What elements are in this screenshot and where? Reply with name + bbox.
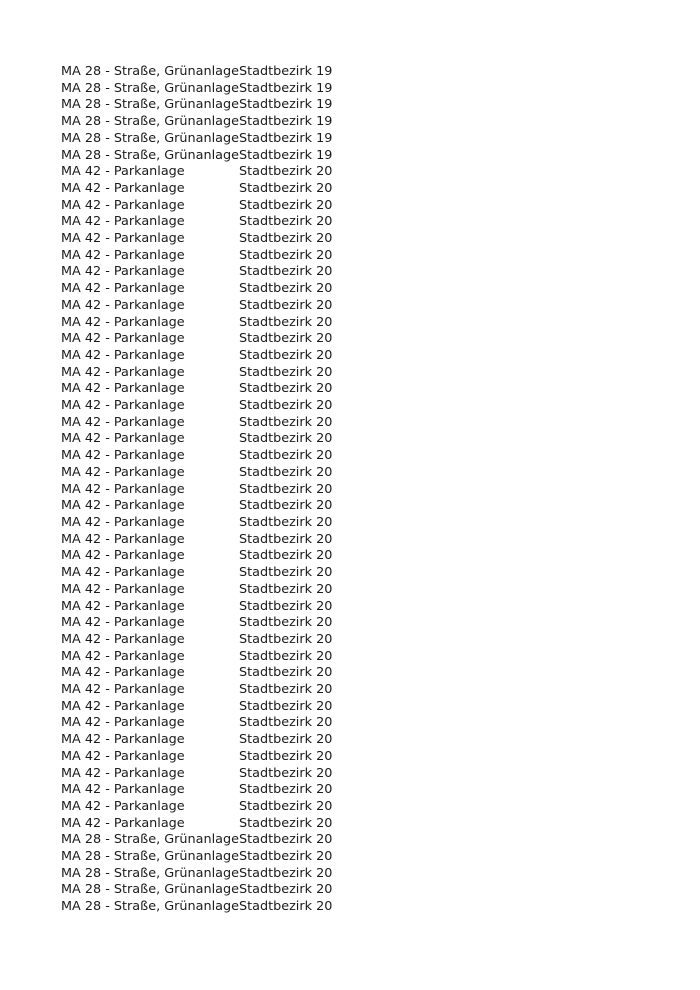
district-cell: Stadtbezirk 20: [238, 448, 333, 464]
table-row: [61, 832, 349, 849]
district-cell: Stadtbezirk 20: [238, 882, 333, 898]
department-cell: MA 42 - Parkanlage: [61, 381, 185, 397]
department-cell: MA 42 - Parkanlage: [61, 782, 185, 798]
table-row: [61, 866, 349, 883]
district-cell: Stadtbezirk 20: [238, 498, 333, 514]
table-row: [61, 398, 349, 415]
department-cell: MA 28 - Straße, Grünanlage: [61, 80, 239, 96]
table-row: [61, 899, 349, 916]
district-cell: Stadtbezirk 20: [238, 581, 333, 597]
table-row: [61, 281, 349, 298]
district-cell: Stadtbezirk 20: [238, 398, 333, 414]
department-cell: MA 42 - Parkanlage: [61, 464, 185, 480]
department-cell: MA 42 - Parkanlage: [61, 164, 185, 180]
district-cell: Stadtbezirk 19: [238, 147, 333, 163]
table-row: [61, 164, 349, 181]
table-row: [61, 498, 349, 515]
department-cell: MA 28 - Straße, Grünanlage: [61, 130, 239, 146]
department-cell: MA 28 - Straße, Grünanlage: [61, 849, 239, 865]
district-cell: Stadtbezirk 20: [238, 598, 333, 614]
district-cell: Stadtbezirk 20: [238, 331, 333, 347]
table-row: [61, 599, 349, 616]
department-cell: MA 42 - Parkanlage: [61, 665, 185, 681]
table-row: [61, 331, 349, 348]
department-cell: MA 42 - Parkanlage: [61, 314, 185, 330]
district-cell: Stadtbezirk 20: [238, 698, 333, 714]
department-cell: MA 42 - Parkanlage: [61, 682, 185, 698]
district-cell: Stadtbezirk 20: [238, 798, 333, 814]
district-cell: Stadtbezirk 20: [238, 431, 333, 447]
table-row: [61, 766, 349, 783]
table-row: [61, 415, 349, 432]
district-cell: Stadtbezirk 19: [238, 64, 333, 79]
department-cell: MA 28 - Straße, Grünanlage: [61, 147, 239, 163]
table-row: [61, 749, 349, 766]
department-cell: MA 42 - Parkanlage: [61, 732, 185, 748]
district-cell: Stadtbezirk 19: [238, 130, 333, 146]
district-cell: Stadtbezirk 20: [238, 297, 333, 313]
table-row: [61, 715, 349, 732]
table-row: [61, 348, 349, 365]
department-cell: MA 28 - Straße, Grünanlage: [61, 64, 239, 79]
district-cell: Stadtbezirk 20: [238, 732, 333, 748]
department-cell: MA 28 - Straße, Grünanlage: [61, 882, 239, 898]
district-cell: Stadtbezirk 20: [238, 164, 333, 180]
district-cell: Stadtbezirk 20: [238, 615, 333, 631]
department-cell: MA 42 - Parkanlage: [61, 565, 185, 581]
district-cell: Stadtbezirk 20: [238, 815, 333, 831]
department-cell: MA 42 - Parkanlage: [61, 331, 185, 347]
district-cell: Stadtbezirk 20: [238, 748, 333, 764]
department-cell: MA 42 - Parkanlage: [61, 231, 185, 247]
department-cell: MA 42 - Parkanlage: [61, 414, 185, 430]
district-cell: Stadtbezirk 20: [238, 314, 333, 330]
district-cell: Stadtbezirk 20: [238, 531, 333, 547]
department-cell: MA 42 - Parkanlage: [61, 448, 185, 464]
data-table: [61, 64, 349, 916]
table-row: [61, 649, 349, 666]
table-row: [61, 148, 349, 165]
table-body: [61, 64, 349, 916]
table-row: [61, 315, 349, 332]
table-row: [61, 248, 349, 265]
table-row: [61, 532, 349, 549]
table-row: [61, 214, 349, 231]
department-cell: MA 42 - Parkanlage: [61, 481, 185, 497]
table-row: [61, 782, 349, 799]
department-cell: MA 42 - Parkanlage: [61, 364, 185, 380]
department-cell: MA 42 - Parkanlage: [61, 347, 185, 363]
department-cell: MA 42 - Parkanlage: [61, 765, 185, 781]
table-row: [61, 682, 349, 699]
department-cell: MA 42 - Parkanlage: [61, 698, 185, 714]
table-row: [61, 816, 349, 833]
table-row: [61, 231, 349, 248]
table-row: [61, 882, 349, 899]
table-row: [61, 615, 349, 632]
table-row: [61, 365, 349, 382]
table-row: [61, 582, 349, 599]
district-cell: Stadtbezirk 20: [238, 231, 333, 247]
district-cell: Stadtbezirk 20: [238, 865, 333, 881]
district-cell: Stadtbezirk 20: [238, 832, 333, 848]
department-cell: MA 42 - Parkanlage: [61, 281, 185, 297]
department-cell: MA 42 - Parkanlage: [61, 197, 185, 213]
department-cell: MA 42 - Parkanlage: [61, 715, 185, 731]
department-cell: MA 42 - Parkanlage: [61, 615, 185, 631]
table-row: [61, 849, 349, 866]
department-cell: MA 42 - Parkanlage: [61, 798, 185, 814]
department-cell: MA 42 - Parkanlage: [61, 531, 185, 547]
table-row: [61, 548, 349, 565]
department-cell: MA 42 - Parkanlage: [61, 815, 185, 831]
district-cell: Stadtbezirk 20: [238, 247, 333, 263]
department-cell: MA 28 - Straße, Grünanlage: [61, 865, 239, 881]
district-cell: Stadtbezirk 20: [238, 364, 333, 380]
department-cell: MA 28 - Straße, Grünanlage: [61, 832, 239, 848]
table-row: [61, 298, 349, 315]
department-cell: MA 42 - Parkanlage: [61, 548, 185, 564]
district-cell: Stadtbezirk 20: [238, 347, 333, 363]
district-cell: Stadtbezirk 20: [238, 281, 333, 297]
department-cell: MA 42 - Parkanlage: [61, 180, 185, 196]
district-cell: Stadtbezirk 20: [238, 197, 333, 213]
table-row: [61, 81, 349, 98]
table-row: [61, 198, 349, 215]
department-cell: MA 42 - Parkanlage: [61, 297, 185, 313]
district-cell: Stadtbezirk 20: [238, 899, 333, 915]
district-cell: Stadtbezirk 19: [238, 97, 333, 113]
department-cell: MA 42 - Parkanlage: [61, 264, 185, 280]
department-cell: MA 28 - Straße, Grünanlage: [61, 97, 239, 113]
table-row: [61, 632, 349, 649]
district-cell: Stadtbezirk 20: [238, 214, 333, 230]
table-row: [61, 515, 349, 532]
department-cell: MA 42 - Parkanlage: [61, 498, 185, 514]
department-cell: MA 42 - Parkanlage: [61, 431, 185, 447]
department-cell: MA 42 - Parkanlage: [61, 598, 185, 614]
table-row: [61, 799, 349, 816]
department-cell: MA 42 - Parkanlage: [61, 214, 185, 230]
district-cell: Stadtbezirk 20: [238, 682, 333, 698]
table-row: [61, 732, 349, 749]
district-cell: Stadtbezirk 20: [238, 715, 333, 731]
district-cell: Stadtbezirk 20: [238, 565, 333, 581]
district-cell: Stadtbezirk 20: [238, 631, 333, 647]
district-cell: Stadtbezirk 20: [238, 180, 333, 196]
district-cell: Stadtbezirk 20: [238, 648, 333, 664]
table-row: [61, 97, 349, 114]
table-row: [61, 482, 349, 499]
district-cell: Stadtbezirk 20: [238, 414, 333, 430]
table-row: [61, 431, 349, 448]
table-row: [61, 565, 349, 582]
table-row: [61, 665, 349, 682]
department-cell: MA 42 - Parkanlage: [61, 581, 185, 597]
district-cell: Stadtbezirk 19: [238, 80, 333, 96]
table-row: [61, 699, 349, 716]
district-cell: Stadtbezirk 20: [238, 548, 333, 564]
table-row: [61, 264, 349, 281]
district-cell: Stadtbezirk 20: [238, 514, 333, 530]
district-cell: Stadtbezirk 20: [238, 665, 333, 681]
district-cell: Stadtbezirk 20: [238, 381, 333, 397]
department-cell: MA 42 - Parkanlage: [61, 514, 185, 530]
district-cell: Stadtbezirk 19: [238, 114, 333, 130]
district-cell: Stadtbezirk 20: [238, 782, 333, 798]
district-cell: Stadtbezirk 20: [238, 849, 333, 865]
department-cell: MA 42 - Parkanlage: [61, 631, 185, 647]
department-cell: MA 42 - Parkanlage: [61, 247, 185, 263]
district-cell: Stadtbezirk 20: [238, 481, 333, 497]
table-row: [61, 64, 349, 81]
department-cell: MA 42 - Parkanlage: [61, 398, 185, 414]
department-cell: MA 42 - Parkanlage: [61, 648, 185, 664]
table-row: [61, 448, 349, 465]
table-row: [61, 381, 349, 398]
district-cell: Stadtbezirk 20: [238, 765, 333, 781]
table-row: [61, 114, 349, 131]
table-row: [61, 465, 349, 482]
district-cell: Stadtbezirk 20: [238, 264, 333, 280]
department-cell: MA 42 - Parkanlage: [61, 748, 185, 764]
table-row: [61, 181, 349, 198]
table-row: [61, 131, 349, 148]
district-cell: Stadtbezirk 20: [238, 464, 333, 480]
department-cell: MA 28 - Straße, Grünanlage: [61, 114, 239, 130]
department-cell: MA 28 - Straße, Grünanlage: [61, 899, 239, 915]
